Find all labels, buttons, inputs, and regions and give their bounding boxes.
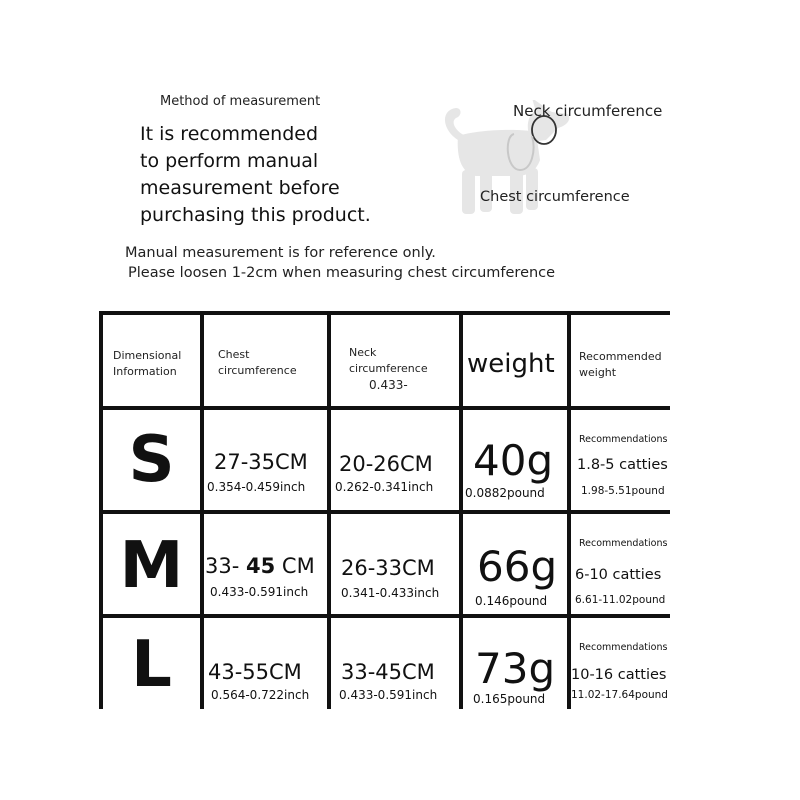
weight-pound: 0.0882pound: [465, 486, 545, 500]
chest-inch: 0.433-0.591inch: [210, 585, 309, 599]
weight-value: 66g: [477, 542, 558, 591]
weight-value: 73g: [475, 644, 556, 693]
neck-circumference-label: Neck circumference: [513, 102, 663, 120]
recommend-catties: 6-10 catties: [575, 567, 662, 583]
recommend-line: to perform manual: [140, 150, 319, 172]
header-neck-line: 0.433-: [369, 378, 408, 392]
header-dimensional-line: Information: [113, 365, 177, 378]
neck-cell-l: [331, 618, 459, 713]
recommend-cell-s: [571, 410, 674, 510]
weight-value: 40g: [473, 436, 554, 485]
header-recommended-line: Recommended: [579, 350, 662, 363]
chest-cm-part: 33-: [205, 554, 240, 578]
header-chest: [204, 315, 327, 406]
header-recommended: [571, 315, 674, 406]
method-of-measurement-label: Method of measurement: [160, 94, 321, 109]
chest-cell-l: [204, 618, 327, 713]
neck-cell-s: [331, 410, 459, 510]
weight-cell-m: [463, 514, 567, 614]
neck-inch: 0.341-0.433inch: [341, 586, 440, 600]
loosen-note: Please loosen 1-2cm when measuring chest circumference: [128, 265, 556, 281]
recommend-line: It is recommended: [140, 123, 319, 145]
recommend-pound: 11.02-17.64pound: [571, 689, 668, 701]
header-neck: [331, 315, 459, 406]
size-table: [99, 311, 670, 709]
recommendation-text: [140, 121, 371, 229]
chest-circumference-label: Chest circumference: [480, 189, 630, 205]
weight-cell-s: [463, 410, 567, 510]
chest-inch: 0.564-0.722inch: [211, 688, 310, 702]
header-recommended-line: weight: [579, 366, 617, 379]
weight-cell-l: [463, 618, 567, 713]
chest-cm: 27-35CM: [214, 450, 308, 474]
chest-cm: [205, 554, 315, 578]
header-chest-line: circumference: [218, 364, 297, 377]
header-dimensional: [103, 315, 200, 406]
recommendations-label: Recommendations: [579, 538, 668, 549]
recommendations-label: Recommendations: [579, 434, 668, 445]
neck-inch: 0.433-0.591inch: [339, 688, 438, 702]
header-dimensional-line: Dimensional: [113, 349, 182, 362]
chest-inch: 0.354-0.459inch: [207, 480, 306, 494]
chest-cm: 43-55CM: [208, 660, 302, 684]
size-letter: L: [131, 628, 172, 702]
recommendations-label: Recommendations: [579, 642, 668, 653]
size-cell-s: [103, 410, 200, 510]
neck-cm: 20-26CM: [339, 452, 433, 476]
chest-cell-m: [204, 514, 327, 614]
recommend-line: measurement before: [140, 177, 340, 199]
recommend-line: purchasing this product.: [140, 204, 371, 226]
size-cell-l: [103, 618, 200, 713]
weight-pound: 0.146pound: [475, 594, 548, 608]
reference-note: Manual measurement is for reference only.: [125, 245, 436, 261]
header-neck-line: Neck: [349, 346, 377, 359]
header-weight-label: weight: [467, 349, 555, 379]
header-weight: [463, 315, 567, 406]
recommend-pound: 6.61-11.02pound: [575, 594, 666, 606]
recommend-catties: 10-16 catties: [571, 667, 667, 683]
neck-cm: 33-45CM: [341, 660, 435, 684]
neck-cm: 26-33CM: [341, 556, 435, 580]
recommend-catties: 1.8-5 catties: [577, 457, 668, 473]
size-letter: M: [119, 529, 184, 603]
weight-pound: 0.165pound: [473, 692, 546, 706]
recommend-cell-l: [571, 618, 674, 713]
header-neck-line: circumference: [349, 362, 428, 375]
size-letter: S: [128, 423, 175, 497]
neck-cell-m: [331, 514, 459, 614]
chest-cm-part: 45: [246, 554, 276, 578]
chest-cell-s: [204, 410, 327, 510]
neck-inch: 0.262-0.341inch: [335, 480, 434, 494]
chest-cm-part: CM: [281, 554, 315, 578]
recommend-pound: 1.98-5.51pound: [581, 485, 665, 497]
header-chest-line: Chest: [218, 348, 250, 361]
recommend-cell-m: [571, 514, 674, 614]
size-cell-m: [103, 514, 200, 614]
